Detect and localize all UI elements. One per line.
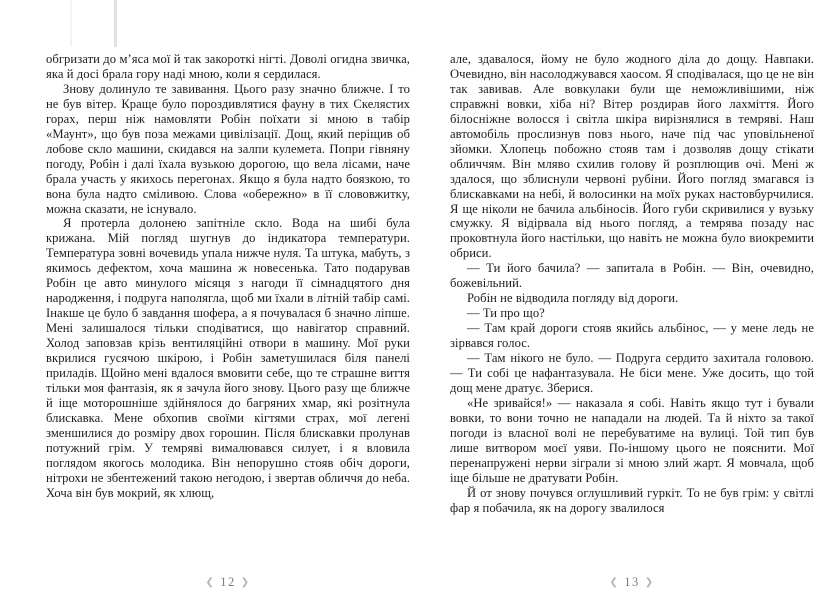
folio-ornament-left-icon: ❮ xyxy=(609,577,620,588)
paragraph: — Там нікого не було. — Подруга сердито захитала головою. — Ти собі це нафантазувала. Не біси мене. Уже досить, що той дощ мене дратує. Зберися. xyxy=(450,351,814,395)
paragraph: Я протерла долонею запітніле скло. Вода на шибі була крижана. Мій погляд шугнув до індикатора температури. Температура зовні вочевидь упала нижче нуля. Та штука, мабуть, з якимось дефектом, хоча машина ж новесенька. Тато подарував Робін це авто минулого місяця з нагоди її сімнадцятого дня народження, і подруга наполягла, щоб ми їхали в літній табір самі. Інакше це було б завдання шофера, а я почувалася б значно ліпше. Мені залишалося тільки сподіватися, що навігатор справний. Холод заповзав крізь вентиляційні отвори в машину. Мої руки вкрилися гусячою шкірою, і Робін заметушилася біля панелі приладів. Щойно мені вдалося вмовити себе, що те страшне виття тільки моя фантазія, як я зачула його знову. Цього разу ще ближче й іще моторошніше здійнялося до багряних хмар, які розітнула блискавка. Мене обхопив своїми кігтями страх, мої легені зменшилися до розміру двох горошин. Після блискавки пролунав потужний грім. У темряві вималювався силует, і я вловила поглядом якогось молодика. Він непорушно стояв обіч дороги, нітрохи не збентежений такою негодою, і звертав обличчя до неба. Хоча він був мокрий, як хлющ, xyxy=(46,216,410,500)
paragraph: але, здавалося, йому не було жодного діла до дощу. Навпаки. Очевидно, він насолоджувався хаосом. Я сподівалася, що це не він так завивав. Але вовкулаки були ще неможливішими, ніж справжні вовки, хіба ні? Вітер роздирав його лахміття. Його білосніжне волосся і світла шкіра вирізнялися в темряві. Наш автомобіль прослизнув повз нього, наче під час уповільненої зйомки. Хлопець побожно стояв там і дозволяв дощу стікати обличчям. Він мляво схилив голову й розплющив очі. Мені ж здалося, що зблиснули червоні рубіни. Його погляд змагався із блискавками на небі, й волосинки на моїх руках настовбурчилися. Я ще ніколи не бачила альбіносів. Його губи скривилися у вузьку смужку. Я відірвала від нього погляд, а темрява позаду нас проковтнула його настільки, що навіть не можна було виокремити обриси. xyxy=(450,52,814,261)
folio-number: 12 xyxy=(220,575,236,589)
page-left xyxy=(46,0,410,608)
page-left-text-block xyxy=(46,52,410,501)
paragraph: — Ти про що? xyxy=(467,306,545,321)
paragraph: обгризати до м’яса мої й так закороткі нігті. Доволі огидна звичка, яка й досі брала гору наді мною, коли я сердилася. xyxy=(46,52,410,81)
paragraph: Робін не відводила погляду від дороги. xyxy=(467,291,679,306)
paragraph: Й от знову почувся оглушливий гуркіт. То не був грім: у світлі фар я побачила, як на дорогу звалилося xyxy=(450,485,814,515)
page-number-right xyxy=(450,575,814,590)
page-right xyxy=(450,0,814,608)
page-number-left xyxy=(46,575,410,590)
folio-ornament-right-icon: ❯ xyxy=(644,577,655,588)
paragraph: — Там край дороги стояв якийсь альбінос, — у мене ледь не зірвався голос. xyxy=(450,321,814,351)
page-right-text-block xyxy=(450,52,814,516)
folio-number: 13 xyxy=(624,575,640,589)
paragraph: «Не зривайся!» — наказала я собі. Навіть якщо тут і бували вовки, то вони точно не нападали на людей. Та й ніхто за такої погоди із власної волі не перебуватиме на вулиці. Той тип був лише витвором моєї уяви. По-іншому цього не пояснити. Мої перенапружені нерви зіграли зі мною злий жарт. Я мовчала, щоб іще більше не дратувати Робін. xyxy=(450,395,814,485)
folio-ornament-right-icon: ❯ xyxy=(240,577,251,588)
paragraph: — Ти його бачила? — запитала в Робін. — Він, очевидно, божевільний. xyxy=(450,261,814,291)
folio-ornament-left-icon: ❮ xyxy=(205,577,216,588)
paragraph: Знову долинуло те завивання. Цього разу значно ближче. І то не був вітер. Краще було пороздивлятися фауну в тих Скелястих горах, перш ніж намовляти Робін поїхати зі мною в табір «Маунт», що був поза межами цивілізації. Дощ, який періщив об лобове скло машини, скидався на залпи кулемета. Попри гівняну погоду, Робін і далі їхала вузькою дорогою, що вела лісами, наче брала участь у якихось перегонах. Якщо я була надто боязкою, то вона була надто сміливою. Слова «обережно» в її слововжитку, можна сказати, не існувало. xyxy=(46,81,410,216)
